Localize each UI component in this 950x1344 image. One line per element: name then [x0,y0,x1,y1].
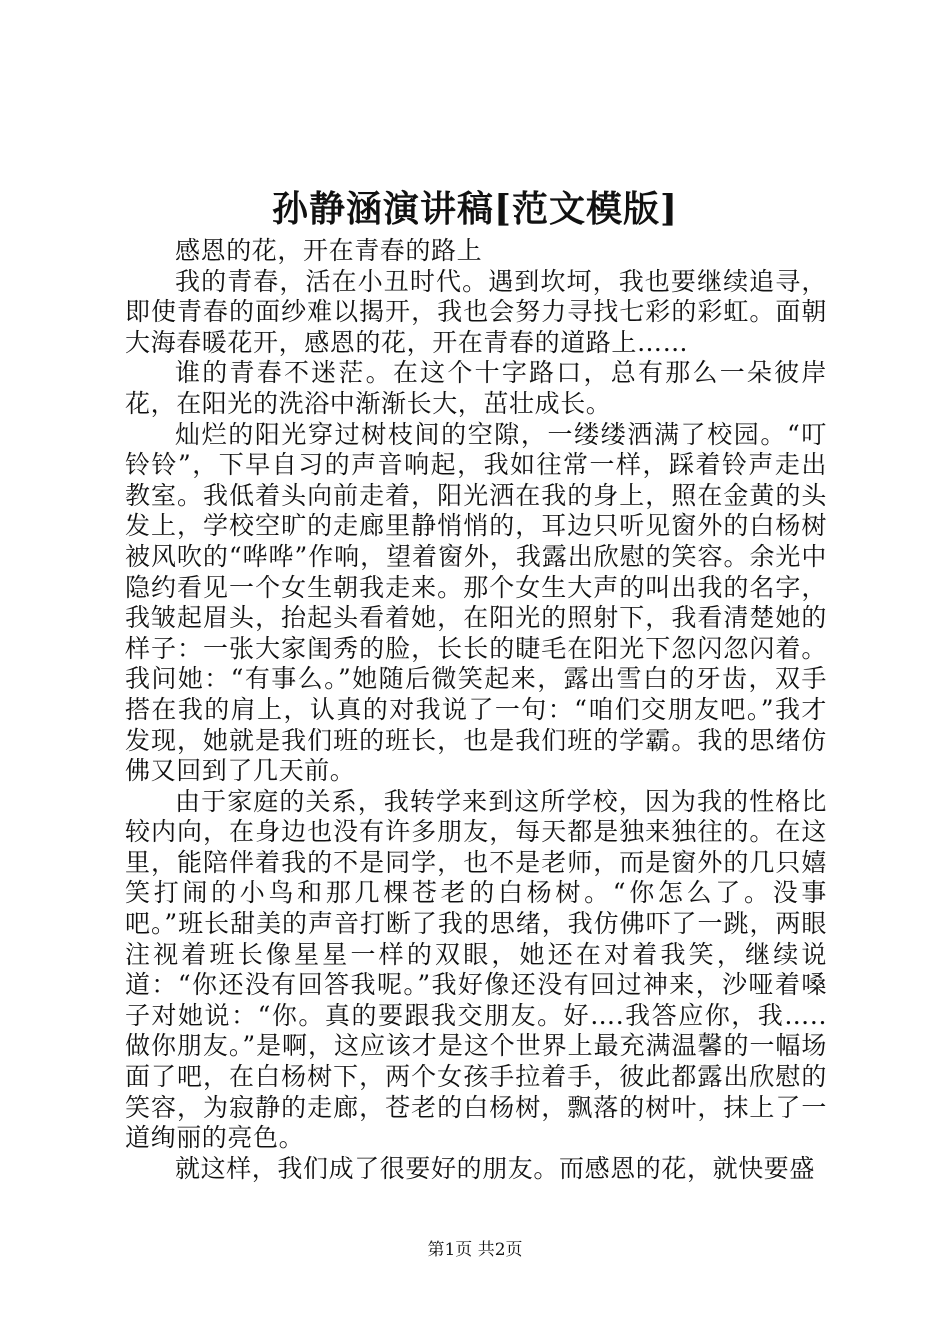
paragraph: 谁的青春不迷茫。在这个十字路口，总有那么一朵彼岸花，在阳光的洗浴中渐渐长大，茁壮成长。 [125,358,827,418]
paragraph: 我的青春，活在小丑时代。遇到坎坷，我也要继续追寻，即使青春的面纱难以揭开，我也会努力寻找七彩的彩虹。面朝大海春暖花开，感恩的花，开在青春的道路上…… [125,266,827,357]
paragraph: 就这样，我们成了很要好的朋友。而感恩的花，就快要盛 [175,1153,816,1183]
paragraph: 灿烂的阳光穿过树枝间的空隙，一缕缕洒满了校园。“叮铃铃”，下早自习的声音响起，我如往常一样，踩着铃声走出教室。我低着头向前走着，阳光洒在我的身上，照在金黄的头发上，学校空旷的走廊里静悄悄的，耳边只听见窗外的白杨树被风吹的“哗哗”作响，望着窗外，我露出欣慰的笑容。余光中隐约看见一个女生朝我走来。那个女生大声的叫出我的名字，我皱起眉头，抬起头看着她，在阳光的照射下，我看清楚她的样子：一张大家闺秀的脸，长长的睫毛在阳光下忽闪忽闪着。我问她：“有事么。”她随后微笑起来，露出雪白的牙齿，双手搭在我的肩上，认真的对我说了一句：“咱们交朋友吧。”我才发现，她就是我们班的班长，也是我们班的学霸。我的思绪仿佛又回到了几天前。 [125,419,827,786]
paragraph-subtitle: 感恩的花，开在青春的路上 [175,236,483,265]
document-body [125,236,827,1184]
page-footer: 第1页 共2页 [427,1240,523,1260]
paragraph: 由于家庭的关系，我转学来到这所学校，因为我的性格比较内向，在身边也没有许多朋友，每天都是独来独往的。在这里，能陪伴着我的不是同学，也不是老师，而是窗外的几只嬉笑打闹的小鸟和那几棵苍老的白杨树。“你怎么了。没事吧。”班长甜美的声音打断了我的思绪，我仿佛吓了一跳，两眼注视着班长像星星一样的双眼，她还在对着我笑，继续说道：“你还没有回答我呢。”我好像还没有回过神来，沙哑着嗓子对她说：“你。真的要跟我交朋友。好….我答应你，我…..做你朋友。”是啊，这应该才是这个世界上最充满温馨的一幅场面了吧，在白杨树下，两个女孩手拉着手，彼此都露出欣慰的笑容，为寂静的走廊，苍老的白杨树，飘落的树叶，抹上了一道绚丽的亮色。 [125,786,827,1153]
document-title: 孙静涵演讲稿[范文模版] [271,188,679,230]
